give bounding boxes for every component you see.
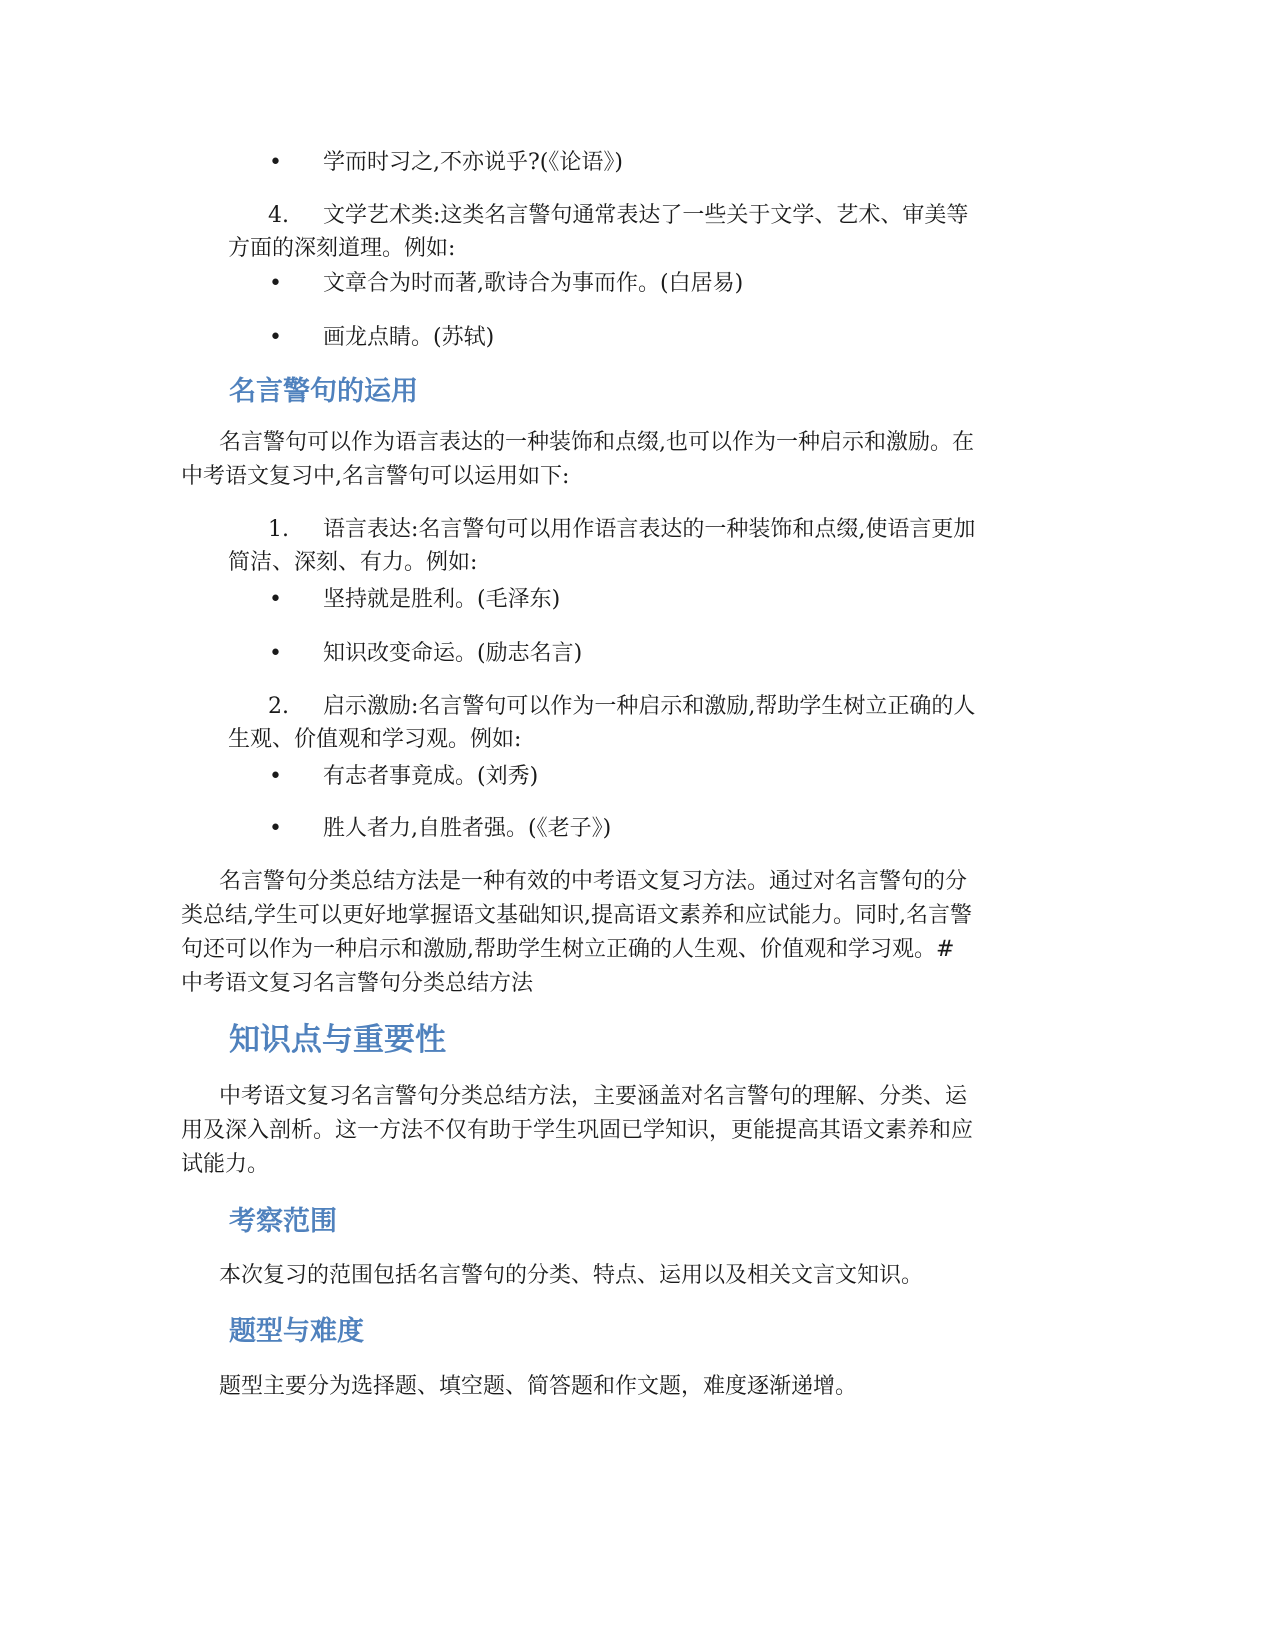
list-number: 4. <box>268 203 289 228</box>
bullet-marker: • <box>269 325 282 350</box>
bullet-item: 画龙点睛。(苏轼) <box>323 325 495 350</box>
paragraph-line: 中考语文复习中,名言警句可以运用如下: <box>181 464 570 489</box>
paragraph-line: 题型主要分为选择题、填空题、简答题和作文题，难度逐渐递增。 <box>219 1374 858 1399</box>
section-heading: 考察范围 <box>229 1206 337 1237</box>
paragraph-line: 中考语文复习名言警句分类总结方法，主要涵盖对名言警句的理解、分类、运 <box>219 1084 968 1109</box>
bullet-item: 坚持就是胜利。(毛泽东) <box>323 587 561 612</box>
paragraph-line: 中考语文复习名言警句分类总结方法 <box>181 971 534 996</box>
numbered-item-text: 文学艺术类:这类名言警句通常表达了一些关于文学、艺术、审美等 <box>323 203 969 228</box>
bullet-marker: • <box>269 816 282 841</box>
main-heading: 知识点与重要性 <box>229 1022 446 1058</box>
numbered-item-text: 简洁、深刻、有力。例如: <box>228 550 478 575</box>
section-heading: 名言警句的运用 <box>229 376 418 407</box>
bullet-marker: • <box>269 587 282 612</box>
bullet-marker: • <box>269 271 282 296</box>
bullet-item: 学而时习之,不亦说乎?(《论语》) <box>323 150 623 175</box>
paragraph-line: 名言警句可以作为语言表达的一种装饰和点缀,也可以作为一种启示和激励。在 <box>219 430 974 455</box>
list-number: 1. <box>268 517 289 542</box>
numbered-item-text: 语言表达:名言警句可以用作语言表达的一种装饰和点缀,使语言更加 <box>323 517 976 542</box>
numbered-item-text: 方面的深刻道理。例如: <box>228 236 456 261</box>
paragraph-line: 试能力。 <box>181 1152 270 1177</box>
bullet-marker: • <box>269 641 282 666</box>
paragraph-line: 类总结,学生可以更好地掌握语文基础知识,提高语文素养和应试能力。同时,名言警 <box>181 903 972 928</box>
section-heading: 题型与难度 <box>229 1316 364 1347</box>
paragraph-line: 用及深入剖析。这一方法不仅有助于学生巩固已学知识，更能提高其语文素养和应 <box>181 1118 974 1143</box>
paragraph-line: 名言警句分类总结方法是一种有效的中考语文复习方法。通过对名言警句的分 <box>219 869 968 894</box>
numbered-item-text: 生观、价值观和学习观。例如: <box>228 727 522 752</box>
bullet-item: 胜人者力,自胜者强。(《老子》) <box>323 816 612 841</box>
bullet-marker: • <box>269 764 282 789</box>
paragraph-line: 本次复习的范围包括名言警句的分类、特点、运用以及相关文言文知识。 <box>219 1263 924 1288</box>
list-number: 2. <box>268 694 289 719</box>
bullet-marker: • <box>269 150 282 175</box>
paragraph-line: 句还可以作为一种启示和激励,帮助学生树立正确的人生观、价值观和学习观。# <box>181 937 955 962</box>
numbered-item-text: 启示激励:名言警句可以作为一种启示和激励,帮助学生树立正确的人 <box>323 694 976 719</box>
bullet-item: 有志者事竟成。(刘秀) <box>323 764 539 789</box>
bullet-item: 文章合为时而著,歌诗合为事而作。(白居易) <box>323 271 744 296</box>
bullet-item: 知识改变命运。(励志名言) <box>323 641 583 666</box>
